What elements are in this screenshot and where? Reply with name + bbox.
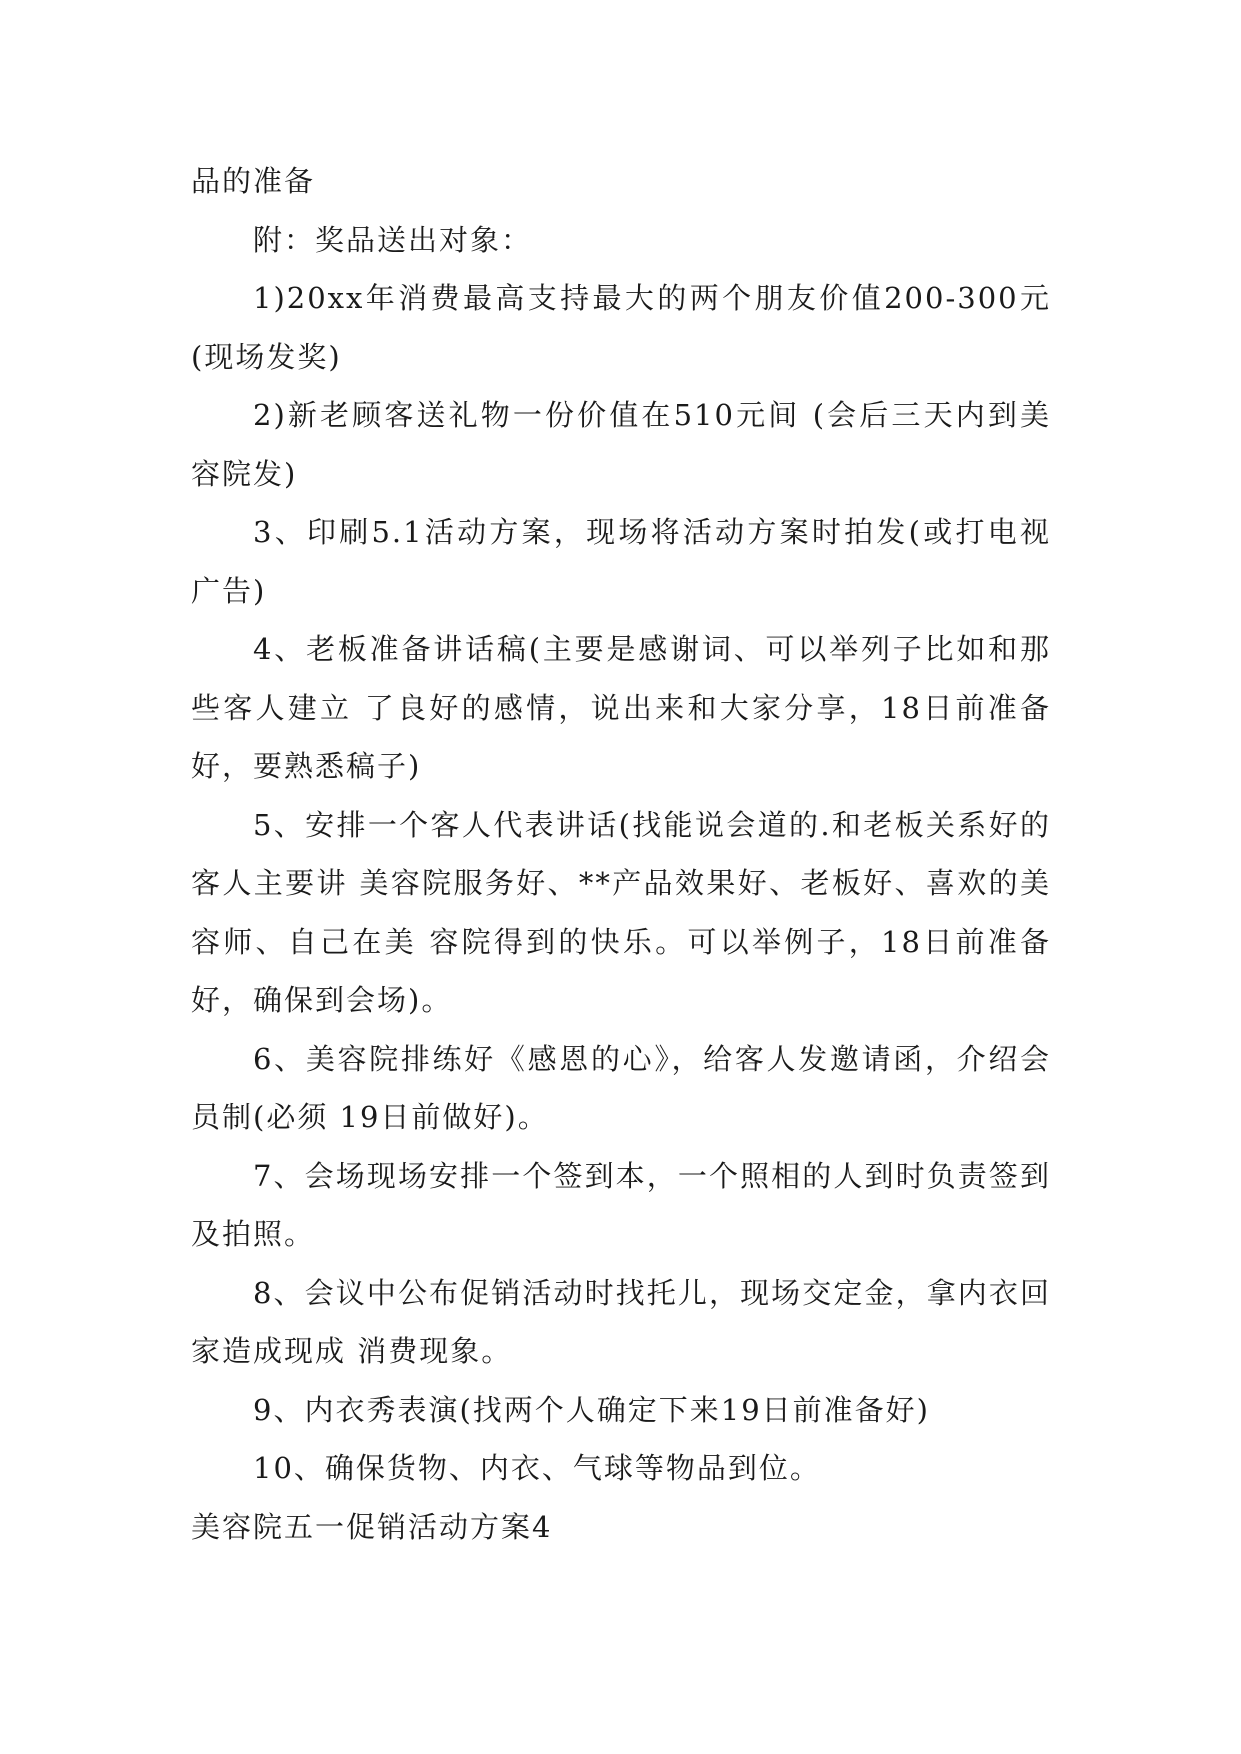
paragraph-item-3: 3、印刷5.1活动方案，现场将活动方案时拍发(或打电视广告) [191, 515, 1051, 608]
paragraph-item-9: 9、内衣秀表演(找两个人确定下来19日前准备好) [253, 1392, 930, 1427]
paragraph-prize-heading: 附：奖品送出对象： [253, 222, 533, 257]
paragraph-item-4: 4、老板准备讲话稿(主要是感谢词、可以举列子比如和那些客人建立 了良好的感情，说出来和大家分享，18日前准备好，要熟悉稿子) [191, 632, 1051, 783]
section-heading: 美容院五一促销活动方案4 [191, 1509, 553, 1544]
paragraph-item-1: 1)20xx年消费最高支持最大的两个朋友价值200-300元(现场发奖) [191, 281, 1051, 374]
paragraph-item-8: 8、会议中公布促销活动时找托儿，现场交定金，拿内衣回家造成现成 消费现象。 [191, 1275, 1051, 1368]
paragraph-item-2: 2)新老顾客送礼物一份价值在510元间 (会后三天内到美容院发) [191, 398, 1051, 491]
paragraph-item-7: 7、会场现场安排一个签到本，一个照相的人到时负责签到及拍照。 [191, 1158, 1051, 1251]
paragraph-item-6: 6、美容院排练好《感恩的心》，给客人发邀请函，介绍会员制(必须 19日前做好)。 [191, 1041, 1051, 1134]
paragraph-continuation: 品的准备 [191, 164, 316, 198]
paragraph-item-10: 10、确保货物、内衣、气球等物品到位。 [253, 1451, 821, 1485]
paragraph-item-5: 5、安排一个客人代表讲话(找能说会道的.和老板关系好的客人主要讲 美容院服务好、**产品效果好、老板好、喜欢的美容师、自己在美 容院得到的快乐。可以举例子，18日前准备好，确保到会场)。 [191, 807, 1051, 1017]
document-body [191, 152, 1051, 1556]
